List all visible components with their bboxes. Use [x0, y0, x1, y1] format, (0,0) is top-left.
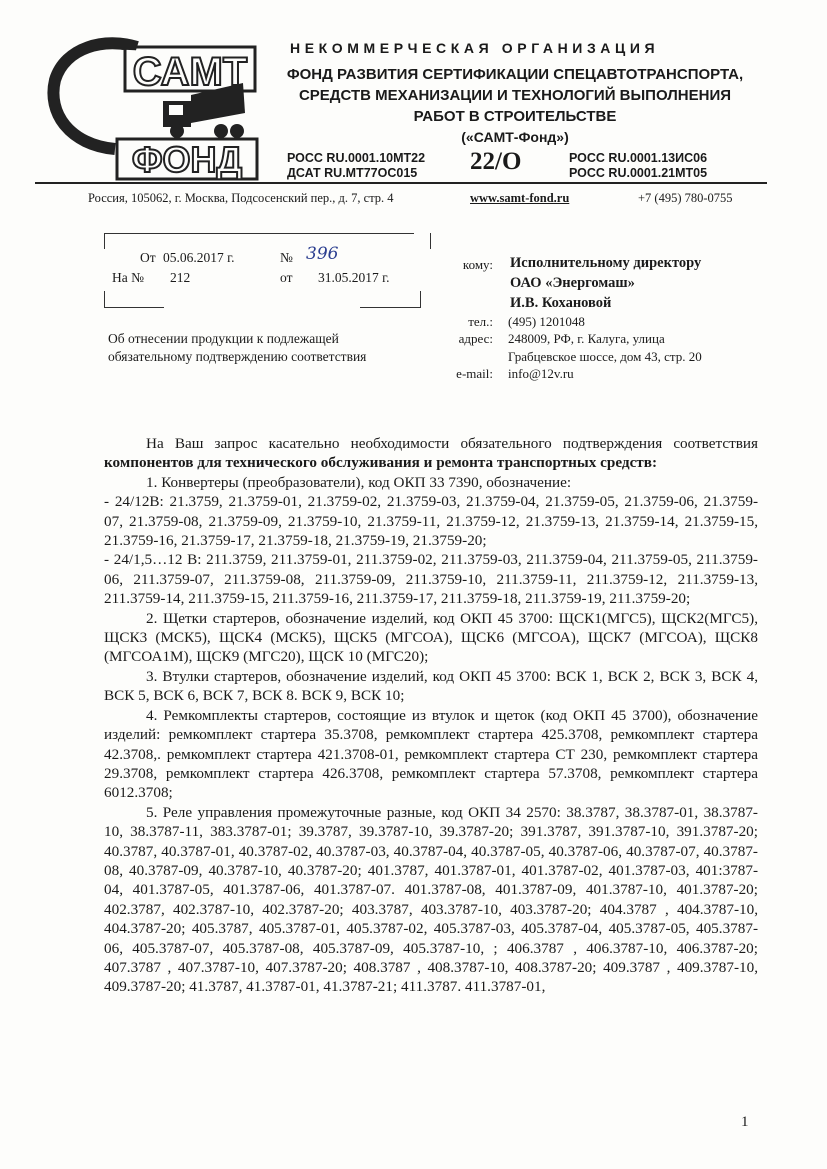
- body-item: 2. Щетки стартеров, обозначение изделий, код ОКП 45 3700: ЩСК1(МГС5), ЩСК2(МГС5), ЩСК3 (МСК5), ЩСК4 (МСК5), ЩСК5 (МГСОА), ЩСК6 (МГСОА), ЩСК7 (МГСОА), ЩСК8 (МГСОА1М), ЩСК9 (МГС20), ЩСК 10 (МГС20);: [104, 609, 758, 666]
- to-label: кому:: [462, 257, 493, 272]
- subject-line: обязательному подтверждению соответствия: [108, 349, 367, 364]
- certificate-number: РОСС RU.0001.10МТ22: [287, 151, 426, 165]
- recipient-address-line: 248009, РФ, г. Калуга, улица: [508, 331, 665, 346]
- document-code: 22/О: [470, 148, 522, 175]
- form-line: [104, 233, 414, 234]
- body-item: 4. Ремкомплекты стартеров, состоящие из втулок и щеток (код ОКП 45 3700), обозначение изделий: ремкомплект стартера 35.3708, ремкомплект стартера 425.3708, ремкомплект стартера 42.3708,. ремкомплект стартера 421.3708-01, ремкомплект стартера СТ 230, ремкомплект стартера 29.3708, ремкомплект стартера 426.3708, ремкомплект стартера 57.3708, ремкомплект стартера 6012.3708;: [104, 706, 758, 802]
- recipient-tel: (495) 1201048: [508, 314, 585, 329]
- svg-text:ФОНД: ФОНД: [131, 139, 243, 180]
- recipient-name-block: [510, 253, 701, 313]
- recipient-address-line: Грабцевское шоссе, дом 43, стр. 20: [508, 349, 702, 364]
- outgoing-date: 05.06.2017 г.: [163, 250, 235, 265]
- number-label: №: [280, 250, 293, 265]
- org-name-line: СРЕДСТВ МЕХАНИЗАЦИИ И ТЕХНОЛОГИЙ ВЫПОЛНЕНИЯ: [298, 87, 732, 104]
- reference-date: 31.05.2017 г.: [318, 270, 390, 285]
- tel-label: тел.:: [468, 314, 493, 329]
- subject-line: Об отнесении продукции к подлежащей: [108, 331, 339, 346]
- letter-body: [104, 434, 758, 997]
- org-name-line: ФОНД РАЗВИТИЯ СЕРТИФИКАЦИИ СПЕЦАВТОТРАНСПОРТА,: [286, 66, 744, 83]
- reference-number: 212: [170, 270, 191, 285]
- website-link[interactable]: www.samt-fond.ru: [470, 191, 570, 205]
- certificate-number: ДСАТ RU.МТ77ОС015: [287, 166, 418, 180]
- letter-subject: [108, 330, 366, 366]
- body-item: 1. Конвертеры (преобразователи), код ОКП 33 7390, обозначение:: [146, 473, 572, 491]
- org-name-line: РАБОТ В СТРОИТЕЛЬСТВЕ: [413, 108, 617, 125]
- body-item: 5. Реле управления промежуточные разные, код ОКП 34 2570: 38.3787, 38.3787-01, 38.3787-10, 38.3787-11, 383.3787-01; 39.3787, 39.3787-10, 39.3787-20; 391.3787, 391.3787-10, 391.3787-20; 40.3787, 40.3787-01, 40.3787-02, 40.3787-03, 40.3787-04, 40.3787-05, 40.3787-06, 40.3787-07, 40.3787-08, 40.3787-09, 40.3787-10, 40.3787-20; 401.3787, 401.3787-01, 401.3787-02, 401.3787-03, 401:3787-04, 401.3787-05, 401.3787-06, 401.3787-07. 401.3787-08, 401.3787-09, 401.3787-10, 401.3787-20; 402.3787, 402.3787-10, 402.3787-20; 403.3787, 403.3787-10, 403.3787-20; 404.3787 , 404.3787-10, 404.3787-20; 405.3787, 405.3787-01, 405.3787-02, 405.3787-03, 405.3787-04, 405.3787-05, 405.3787-06, 405.3787-07, 405.3787-08, 405.3787-09, 405.3787-10, ; 406.3787 , 406.3787-10, 406.3787-20; 407.3787 , 407.3787-10, 407.3787-20; 408.3787 , 408.3787-10, 408.3787-20; 409.3787 , 409.3787-10, 409.3787-20; 41.3787, 41.3787-01, 41.3787-21; 411.3787. 411.3787-01,: [104, 803, 758, 996]
- org-short-name: («САМТ-Фонд»): [461, 129, 569, 145]
- date-label: От: [140, 250, 156, 265]
- body-item: - 24/1,5…12 В: 211.3759, 211.3759-01, 211.3759-02, 211.3759-03, 211.3759-04, 211.3759-05, 211.3759-06, 211.3759-07, 211.3759-08, 211.3759-09, 211.3759-10, 211.3759-11, 211.3759-12, 211.3759-13, 211.3759-14, 211.3759-15, 211.3759-16, 211.3759-17, 211.3759-18, 211.3759-19, 211.3759-20;: [104, 551, 758, 608]
- form-corner: [104, 291, 121, 308]
- recipient-line: Исполнительному директору: [510, 255, 702, 271]
- form-corner: [414, 233, 431, 249]
- page-number: 1: [741, 1114, 749, 1130]
- body-intro: [104, 434, 758, 473]
- svg-text:САМТ: САМТ: [132, 50, 248, 94]
- header-divider: [35, 182, 767, 184]
- org-phone: +7 (495) 780-0755: [638, 191, 733, 205]
- recipient-email: info@12v.ru: [508, 366, 574, 381]
- address-label: адрес:: [458, 331, 493, 346]
- reference-label: На №: [112, 270, 144, 285]
- certificate-number: РОСС RU.0001.13ИС06: [569, 151, 708, 165]
- recipient-line: И.В. Кохановой: [510, 295, 612, 311]
- form-corner: [404, 291, 421, 308]
- samt-fond-logo: [45, 35, 260, 185]
- reference-date-label: от: [280, 270, 293, 285]
- intro-text: На Ваш запрос касательно необходимости обязательного подтверждения соответствия: [146, 435, 758, 452]
- body-item: 3. Втулки стартеров, обозначение изделий, код ОКП 45 3700: ВСК 1, ВСК 2, ВСК 3, ВСК 4, ВСК 5, ВСК 6, ВСК 7, ВСК 8. ВСК 9, ВСК 10;: [104, 667, 758, 705]
- body-item: - 24/12В: 21.3759, 21.3759-01, 21.3759-02, 21.3759-03, 21.3759-04, 21.3759-05, 21.3759-06, 21.3759-07, 21.3759-08, 21.3759-09, 21.3759-10, 21.3759-11, 21.3759-12, 21.3759-13, 21.3759-14, 21.3759-15, 21.3759-16, 21.3759-17, 21.3759-18, 21.3759-19, 21.3759-20;: [104, 493, 758, 550]
- intro-bold-text: компонентов для технического обслуживания и ремонта транспортных средств:: [104, 454, 658, 472]
- recipient-line: ОАО «Энергомаш»: [510, 275, 635, 291]
- form-corner: [104, 233, 121, 249]
- org-address: Россия, 105062, г. Москва, Подсосенский пер., д. 7, стр. 4: [88, 191, 394, 205]
- certificate-number: РОСС RU.0001.21МТ05: [569, 166, 708, 180]
- email-label: e-mail:: [456, 366, 493, 381]
- outgoing-number-handwritten: 396: [306, 244, 339, 264]
- org-type: НЕКОММЕРЧЕСКАЯ ОРГАНИЗАЦИЯ: [290, 40, 660, 56]
